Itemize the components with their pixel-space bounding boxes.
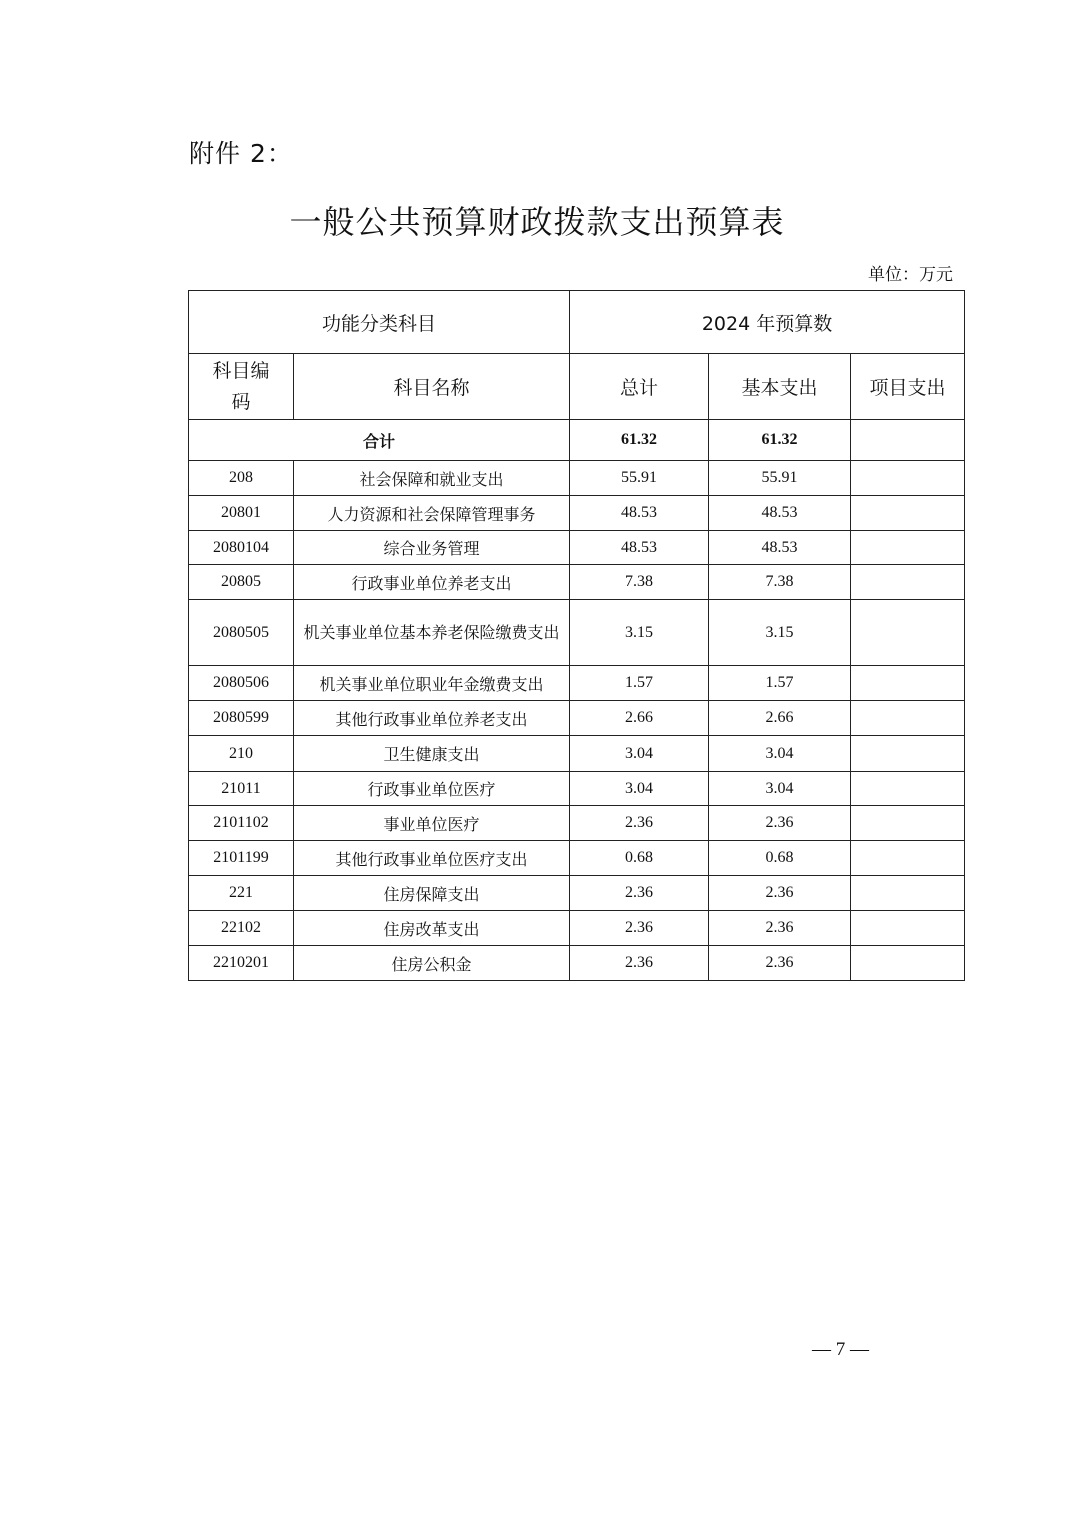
table-row: [189, 946, 965, 981]
header-basic-expenditure: 基本支出: [709, 354, 851, 420]
row-code: 221: [189, 876, 294, 911]
total-row: [189, 420, 965, 461]
row-code: 21011: [189, 772, 294, 806]
row-project: [851, 666, 965, 701]
row-project: [851, 841, 965, 876]
row-name: 住房保障支出: [294, 876, 570, 911]
header-project-expenditure: 项目支出: [851, 354, 965, 420]
row-code: 2101199: [189, 841, 294, 876]
document-title: 一般公共预算财政拨款支出预算表: [289, 203, 785, 241]
row-name: 住房公积金: [294, 946, 570, 981]
table-row: [189, 806, 965, 841]
row-name: 人力资源和社会保障管理事务: [294, 496, 570, 531]
row-total: 2.36: [570, 911, 709, 946]
total-amount: 61.32: [570, 420, 709, 461]
table-row: [189, 772, 965, 806]
row-name: 其他行政事业单位养老支出: [294, 701, 570, 736]
total-label: 合计: [189, 420, 570, 461]
total-project: [851, 420, 965, 461]
table-row: [189, 531, 965, 565]
row-basic: 3.04: [709, 736, 851, 772]
row-name: 行政事业单位养老支出: [294, 565, 570, 600]
row-total: 3.04: [570, 736, 709, 772]
row-basic: 2.36: [709, 946, 851, 981]
row-project: [851, 565, 965, 600]
row-basic: 2.66: [709, 701, 851, 736]
row-basic: 3.15: [709, 600, 851, 666]
table-row: [189, 600, 965, 666]
header-subject-code: [189, 354, 294, 420]
row-code: 2080104: [189, 531, 294, 565]
table-row: [189, 461, 965, 496]
row-name: 综合业务管理: [294, 531, 570, 565]
row-project: [851, 946, 965, 981]
row-project: [851, 911, 965, 946]
table-row: [189, 565, 965, 600]
row-project: [851, 876, 965, 911]
table-row: [189, 911, 965, 946]
row-total: 48.53: [570, 531, 709, 565]
row-total: 3.04: [570, 772, 709, 806]
row-basic: 55.91: [709, 461, 851, 496]
row-total: 7.38: [570, 565, 709, 600]
row-basic: 48.53: [709, 531, 851, 565]
row-code: 2210201: [189, 946, 294, 981]
row-code: 210: [189, 736, 294, 772]
row-basic: 2.36: [709, 806, 851, 841]
page-number: — 7 —: [812, 1339, 869, 1360]
row-name: 卫生健康支出: [294, 736, 570, 772]
row-name: 其他行政事业单位医疗支出: [294, 841, 570, 876]
header-functional-classification: 功能分类科目: [189, 291, 570, 354]
header-subject-name: 科目名称: [294, 354, 570, 420]
row-total: 1.57: [570, 666, 709, 701]
row-name-text: 机关事业单位基本养老保险缴费支出: [303, 622, 560, 642]
table-row: [189, 841, 965, 876]
header-column-row: [189, 354, 965, 420]
row-basic: 2.36: [709, 911, 851, 946]
row-project: [851, 772, 965, 806]
row-code: 2080506: [189, 666, 294, 701]
unit-label: 单位：万元: [868, 265, 953, 285]
row-total: 48.53: [570, 496, 709, 531]
table-row: [189, 496, 965, 531]
row-project: [851, 461, 965, 496]
row-basic: 3.04: [709, 772, 851, 806]
row-project: [851, 600, 965, 666]
row-basic: 0.68: [709, 841, 851, 876]
row-total: 55.91: [570, 461, 709, 496]
header-total: 总计: [570, 354, 709, 420]
row-total: 2.36: [570, 876, 709, 911]
row-code: 22102: [189, 911, 294, 946]
row-project: [851, 806, 965, 841]
budget-table: [188, 290, 965, 981]
table-row: [189, 736, 965, 772]
row-total: 2.36: [570, 946, 709, 981]
row-name: 机关事业单位职业年金缴费支出: [294, 666, 570, 701]
row-name: 行政事业单位医疗: [294, 772, 570, 806]
row-project: [851, 736, 965, 772]
header-subject-code-text: 科目编码: [212, 359, 270, 413]
header-budget-year: 2024 年预算数: [570, 291, 965, 354]
table-row: [189, 876, 965, 911]
table-row: [189, 666, 965, 701]
row-project: [851, 496, 965, 531]
row-code: 2080505: [189, 600, 294, 666]
row-total: 2.66: [570, 701, 709, 736]
row-name: 住房改革支出: [294, 911, 570, 946]
table-row: [189, 701, 965, 736]
row-project: [851, 701, 965, 736]
row-total: 3.15: [570, 600, 709, 666]
row-total: 0.68: [570, 841, 709, 876]
row-basic: 48.53: [709, 496, 851, 531]
row-project: [851, 531, 965, 565]
row-basic: 2.36: [709, 876, 851, 911]
row-basic: 1.57: [709, 666, 851, 701]
row-basic: 7.38: [709, 565, 851, 600]
attachment-label: 附件 2：: [189, 139, 293, 168]
row-code: 2101102: [189, 806, 294, 841]
header-group-row: [189, 291, 965, 354]
total-basic: 61.32: [709, 420, 851, 461]
row-code: 20801: [189, 496, 294, 531]
row-name: 事业单位医疗: [294, 806, 570, 841]
row-code: 208: [189, 461, 294, 496]
row-code: 2080599: [189, 701, 294, 736]
row-name: [294, 600, 570, 666]
row-name: 社会保障和就业支出: [294, 461, 570, 496]
row-total: 2.36: [570, 806, 709, 841]
row-code: 20805: [189, 565, 294, 600]
